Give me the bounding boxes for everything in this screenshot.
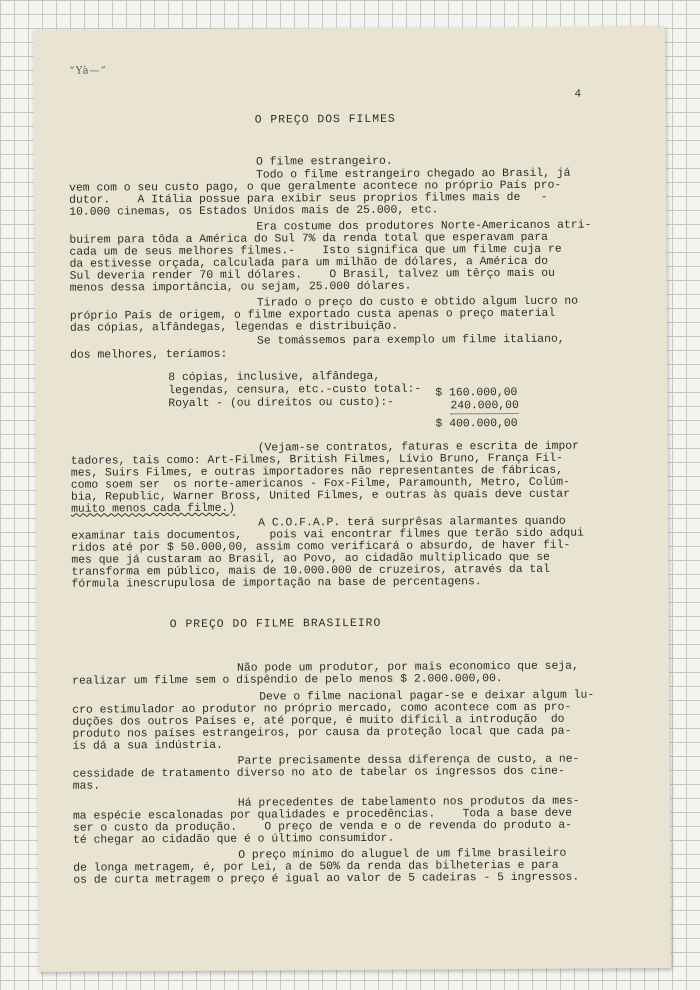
text-line: da estivesse orçada, calculada para um milhão de dólares, a América do <box>69 255 549 271</box>
text-line: A C.O.F.A.P. terá surprêsas alarmantes quando <box>258 515 566 530</box>
text-line: té chegar ao cidadão que é o último consumidor. <box>73 832 395 847</box>
text-line: transforma em público, mais de 10.000.000 de cruzeiros, através da tal <box>71 563 550 579</box>
text-line: Deve o filme nacional pagar-se e deixar algum lu- <box>259 689 595 704</box>
text-line: Era costume dos produtores Norte-Americanos atri- <box>256 219 592 234</box>
text-line: vem com o seu custo pago, o que geralmente acontece no próprio País pro- <box>69 179 562 195</box>
text-line: Se tomássemos para exemplo um filme italiano, <box>256 333 565 348</box>
text-line: dos melhores, teríamos: <box>70 348 228 362</box>
section-subtitle: O filme estrangeiro. <box>255 155 393 169</box>
text-line: ís dá a sua indústria. <box>72 739 223 753</box>
text-line: mas. <box>72 780 101 793</box>
text-line: fórmula inescrupulosa de importação na base de percentagens. <box>71 576 482 591</box>
cost-amount: 240.000,00 <box>450 399 519 413</box>
cost-amount: $ 160.000,00 <box>435 386 518 400</box>
text-line: buirem para tôda a América do Sul 7% da renda total que esperavam para <box>69 231 548 247</box>
text-line: mes que já custaram ao Brasil, ao Povo, ao cidadão multiplicado que se <box>71 551 550 567</box>
text-line: menos dessa importância, ou sejam, 25.000 dólares. <box>69 280 412 295</box>
text-line: os de curta metragem o preço é igual ao valor de 5 cadeiras - 5 ingressos. <box>73 871 580 887</box>
cost-total: $ 400.000,00 <box>435 417 518 431</box>
text-line: ma espécie escalonadas por qualidades e procedências. Toda a base deve <box>72 807 572 823</box>
text-line: realizar um filme sem o dispêndio de pelo menos $ 2.000.000,00. <box>72 673 503 688</box>
text-line: das cópias, alfândegas, legendas e distribuição. <box>69 320 399 335</box>
text-line: examinar tais documentos, pois vai encontrar filmes que terão sido adqui <box>71 527 584 543</box>
cost-row: 8 cópias, inclusive, alfândega, <box>168 370 381 385</box>
page-title: O PREÇO DOS FILMES <box>254 113 396 127</box>
text-line: Parte precisamente dessa diferença de custo, a ne- <box>237 753 580 768</box>
text-line: muito menos cada filme.) <box>71 502 236 516</box>
text-line: cada um de seus melhores filmes.- Isto significa que um filme cuja re <box>69 243 562 259</box>
text-line: próprio País de origem, o filme exportado custa apenas o preço material <box>69 307 556 323</box>
text-line: (Vejam-se contratos, faturas e escrita de impor <box>257 440 580 455</box>
handwritten-mark: “Yà—” <box>69 65 107 77</box>
cost-row: legendas, censura, etc.-custo total:- <box>168 383 422 398</box>
text-line: Tirado o preço do custo e obtido algum lucro no <box>256 295 579 310</box>
text-line: Não pode um produtor, por mais economico que seja, <box>236 660 579 675</box>
text-line: duções dos outros Países e, até porque, é muito difícil a introdução do <box>72 713 565 729</box>
text-line: ridos até por $ 50.000,00, assim como verificará o absurdo, de haver fil- <box>71 539 571 555</box>
text-line: produto nos países estrangeiros, por causa da proteção local que cada pa- <box>72 725 572 741</box>
text-line: dutor. A Itália possue para exibir seus proprios filmes mais de - <box>69 191 548 207</box>
text-line: de longa metragem, é, por Lei, a de 50% da renda das bilheterias e para <box>73 859 559 875</box>
document-page <box>33 26 671 972</box>
text-line: Todo o filme estrangeiro chegado ao Brasil, já <box>255 167 571 182</box>
text-line: mes, Suirs Filmes, e outras importadores não representantes de fábricas, <box>70 464 564 480</box>
text-line: cessidade de tratamento diverso no ato de tabelar os ingressos dos cine- <box>72 765 565 781</box>
text-line: cro estimulador ao produtor no próprio mercado, como acontece com as pro- <box>72 701 572 717</box>
text-line: Sul deveria render 70 mil dólares. O Brasil, talvez um têrço mais ou <box>69 267 555 283</box>
section-title: O PREÇO DO FILME BRASILEIRO <box>169 617 382 632</box>
text-line: tadores, tais como: Art-Filmes, British Filmes, Lívio Bruno, França Fil- <box>70 452 563 468</box>
cost-row: Royalt - (ou direitos ou custo):- <box>168 396 395 411</box>
text-line: ser o custo da produção. O preço de venda e o de revenda do produto a- <box>72 819 573 835</box>
text-line: bia, Republic, Warner Bross, United Filmes, e outras às quais deve custar <box>70 488 571 504</box>
text-line: O preço mínimo do aluguel de um filme brasileiro <box>238 847 567 862</box>
text-line: como soem ser os norte-americanos - Fox-Filme, Paramounth, Metro, Colúm- <box>70 476 570 492</box>
text-line: 10.000 cinemas, os Estados Unidos mais de 25.000, etc. <box>69 204 439 219</box>
page-number: 4 <box>574 88 582 101</box>
text-line: Há precedentes de tabelamento nos produtos da mes- <box>237 795 580 810</box>
